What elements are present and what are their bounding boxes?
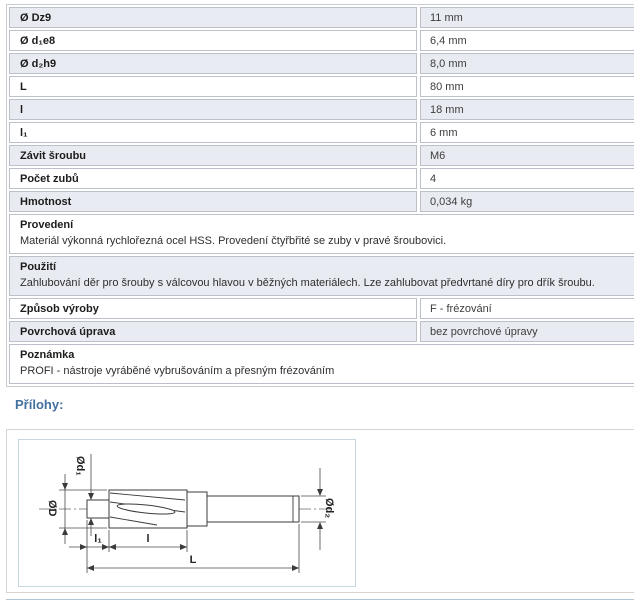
table-cell-label bbox=[9, 298, 417, 319]
table-row bbox=[9, 7, 634, 28]
table-row bbox=[9, 122, 634, 143]
counterbore-tool-outline bbox=[87, 490, 299, 528]
row-value: 8,0 mm bbox=[430, 57, 467, 70]
table-row bbox=[9, 256, 634, 296]
table-cell-value bbox=[420, 321, 634, 342]
table-cell-value bbox=[420, 122, 634, 143]
table-cell-value bbox=[420, 53, 634, 74]
table-cell-value bbox=[420, 168, 634, 189]
table-cell-note bbox=[9, 214, 634, 254]
table-cell-value bbox=[420, 76, 634, 97]
note-text: PROFI - nástroje vyráběné vybrušováním a přesným frézováním bbox=[20, 365, 335, 377]
row-label: L bbox=[20, 80, 27, 93]
dim-label-d1: Ød₁ bbox=[74, 456, 86, 476]
note-title: Provedení bbox=[20, 219, 74, 231]
dim-label-d2: Ød₂ bbox=[323, 498, 335, 519]
note-title: Použití bbox=[20, 261, 57, 273]
table-row bbox=[9, 344, 634, 384]
row-value: 18 mm bbox=[430, 103, 464, 116]
dim-label-l1: l₁ bbox=[94, 533, 102, 545]
row-value: 4 bbox=[430, 172, 437, 185]
row-value: bez povrchové úpravy bbox=[430, 325, 538, 338]
row-label: Ø d₁e8 bbox=[20, 34, 56, 47]
table-row bbox=[9, 191, 634, 212]
note-text: Materiál výkonná rychlořezná ocel HSS. Provedení čtyřbřité se zuby v pravé šroubovici. bbox=[20, 235, 447, 247]
table-cell-value bbox=[420, 30, 634, 51]
table-cell-label bbox=[9, 99, 417, 120]
dim-label-l: l bbox=[146, 533, 150, 545]
row-label: Počet zubů bbox=[20, 172, 79, 185]
row-label: Ø d₂h9 bbox=[20, 57, 57, 70]
table-row bbox=[9, 99, 634, 120]
table-row bbox=[9, 145, 634, 166]
table-cell-label bbox=[9, 76, 417, 97]
row-label: Povrchová úprava bbox=[20, 325, 116, 338]
table-cell-label bbox=[9, 191, 417, 212]
table-cell-label bbox=[9, 321, 417, 342]
row-label: l bbox=[20, 103, 24, 116]
row-value: 80 mm bbox=[430, 80, 464, 93]
spec-table-body bbox=[9, 7, 634, 384]
row-label: Způsob výroby bbox=[20, 302, 99, 315]
dimension-L bbox=[87, 524, 299, 573]
technical-drawing-svg bbox=[19, 440, 355, 586]
row-label: Ø Dz9 bbox=[20, 11, 52, 24]
attachments-heading: Přílohy: bbox=[15, 397, 64, 412]
spec-table bbox=[6, 4, 634, 387]
row-label: l₁ bbox=[20, 126, 28, 139]
dimension-d1 bbox=[74, 454, 94, 536]
attachment-image[interactable] bbox=[18, 439, 356, 587]
row-value: 0,034 kg bbox=[430, 195, 473, 208]
dim-label-D: ØD bbox=[46, 500, 58, 517]
table-cell-label bbox=[9, 30, 417, 51]
table-cell-value bbox=[420, 99, 634, 120]
table-row bbox=[9, 321, 634, 342]
table-cell-label bbox=[9, 145, 417, 166]
row-value: 11 mm bbox=[430, 11, 463, 24]
table-cell-label bbox=[9, 7, 417, 28]
page-bottom-divider bbox=[6, 599, 634, 600]
table-cell-value bbox=[420, 145, 634, 166]
table-cell-value bbox=[420, 191, 634, 212]
dim-label-L: L bbox=[189, 554, 197, 566]
table-cell-value bbox=[420, 298, 634, 319]
row-label: Hmotnost bbox=[20, 195, 72, 208]
table-row bbox=[9, 168, 634, 189]
row-value: 6 mm bbox=[430, 126, 458, 139]
table-cell-note bbox=[9, 344, 634, 384]
attachment-panel bbox=[6, 429, 634, 593]
table-cell-label bbox=[9, 53, 417, 74]
row-label: Závit šroubu bbox=[20, 149, 87, 162]
table-cell-label bbox=[9, 168, 417, 189]
table-row bbox=[9, 53, 634, 74]
row-value: F - frézování bbox=[430, 302, 492, 315]
table-row bbox=[9, 214, 634, 254]
table-row bbox=[9, 30, 634, 51]
row-value: 6,4 mm bbox=[430, 34, 467, 47]
table-cell-label bbox=[9, 122, 417, 143]
note-title: Poznámka bbox=[20, 349, 75, 361]
table-cell-note bbox=[9, 256, 634, 296]
table-row bbox=[9, 298, 634, 319]
table-cell-value bbox=[420, 7, 634, 28]
note-text: Zahlubování děr pro šrouby s válcovou hlavou v běžných materiálech. Lze zahlubovat předvrtané díry pro dřík šroubu. bbox=[20, 277, 595, 289]
row-value: M6 bbox=[430, 149, 446, 162]
table-row bbox=[9, 76, 634, 97]
